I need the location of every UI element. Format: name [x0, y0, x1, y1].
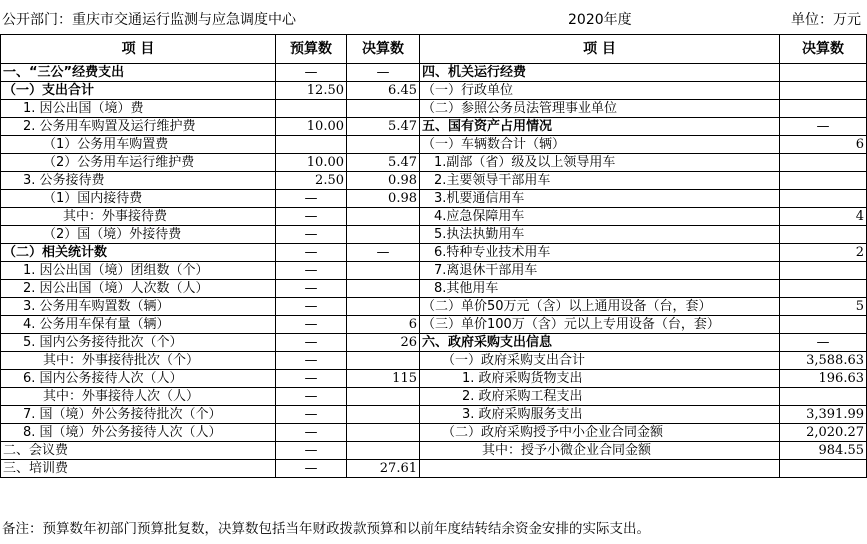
final-left-cell: —: [347, 244, 420, 262]
final-right-cell: [780, 100, 867, 118]
table-row: [1, 280, 867, 298]
final-right-cell: [780, 388, 867, 406]
table-row: [1, 352, 867, 370]
right-item-cell: （三）单价100万（含）元以上专用设备（台，套）: [420, 316, 780, 334]
final-right-cell: 2,020.27: [780, 424, 867, 442]
right-item-cell: 2.主要领导干部用车: [420, 172, 780, 190]
final-right-cell: [780, 280, 867, 298]
left-item-cell: 8. 国（境）外公务接待人次（人）: [1, 424, 276, 442]
final-right-cell: 4: [780, 208, 867, 226]
right-item-cell: 6.特种专业技术用车: [420, 244, 780, 262]
table-row: [1, 172, 867, 190]
final-right-cell: [780, 172, 867, 190]
left-item-cell: 3. 公务接待费: [1, 172, 276, 190]
report-header: [0, 0, 867, 34]
table-row: [1, 334, 867, 352]
right-item-cell: 8.其他用车: [420, 280, 780, 298]
budget-cell: —: [276, 244, 347, 262]
table-row: [1, 64, 867, 82]
final-left-cell: [347, 100, 420, 118]
budget-cell: —: [276, 424, 347, 442]
budget-cell: —: [276, 226, 347, 244]
right-item-cell: （一）政府采购支出合计: [420, 352, 780, 370]
left-item-cell: 1. 因公出国（境）费: [1, 100, 276, 118]
final-right-cell: [780, 262, 867, 280]
final-right-cell: 5: [780, 298, 867, 316]
final-left-cell: [347, 136, 420, 154]
left-item-cell: 3. 公务用车购置数（辆）: [1, 298, 276, 316]
budget-cell: 10.00: [276, 154, 347, 172]
table-row: [1, 262, 867, 280]
left-item-cell: 4. 公务用车保有量（辆）: [1, 316, 276, 334]
final-right-cell: [780, 154, 867, 172]
final-right-cell: —: [780, 334, 867, 352]
left-item-cell: 一、“三公”经费支出: [1, 64, 276, 82]
budget-cell: —: [276, 190, 347, 208]
left-item-cell: 5. 国内公务接待批次（个）: [1, 334, 276, 352]
final-right-cell: [780, 226, 867, 244]
final-left-cell: [347, 208, 420, 226]
final-right-cell: [780, 460, 867, 478]
right-item-cell: （一）车辆数合计（辆）: [420, 136, 780, 154]
final-left-cell: 6.45: [347, 82, 420, 100]
left-item-cell: （二）相关统计数: [1, 244, 276, 262]
unit-label: 单位：万元: [791, 12, 861, 28]
right-item-cell: 四、机关运行经费: [420, 64, 780, 82]
table-row: [1, 226, 867, 244]
left-item-cell: 6. 国内公务接待人次（人）: [1, 370, 276, 388]
left-item-cell: 其中：外事接待费: [1, 208, 276, 226]
final-right-cell: 984.55: [780, 442, 867, 460]
final-left-cell: 6: [347, 316, 420, 334]
left-item-cell: 二、会议费: [1, 442, 276, 460]
right-item-cell: 3. 政府采购服务支出: [420, 406, 780, 424]
left-item-cell: （1）公务用车购置费: [1, 136, 276, 154]
col-header-item-right: 项 目: [420, 35, 780, 64]
table-row: [1, 136, 867, 154]
col-header-item-left: 项 目: [1, 35, 276, 64]
budget-cell: —: [276, 280, 347, 298]
table-row: [1, 118, 867, 136]
expenditure-table: [0, 34, 867, 478]
final-left-cell: [347, 226, 420, 244]
final-left-cell: [347, 424, 420, 442]
budget-cell: 2.50: [276, 172, 347, 190]
final-left-cell: [347, 352, 420, 370]
table-row: [1, 154, 867, 172]
budget-cell: —: [276, 406, 347, 424]
table-row: [1, 190, 867, 208]
final-right-cell: [780, 64, 867, 82]
left-item-cell: 7. 国（境）外公务接待批次（个）: [1, 406, 276, 424]
col-header-final-right: 决算数: [780, 35, 867, 64]
budget-cell: 12.50: [276, 82, 347, 100]
right-item-cell: 1.副部（省）级及以上领导用车: [420, 154, 780, 172]
left-item-cell: 2. 公务用车购置及运行维护费: [1, 118, 276, 136]
left-item-cell: 其中：外事接待批次（个）: [1, 352, 276, 370]
left-item-cell: （2）国（境）外接待费: [1, 226, 276, 244]
footnote: 备注：预算数年初部门预算批复数，决算数包括当年财政拨款预算和以前年度结转结余资金安排的实际支出。: [2, 521, 650, 537]
right-item-cell: 六、政府采购支出信息: [420, 334, 780, 352]
left-item-cell: 1. 因公出国（境）团组数（个）: [1, 262, 276, 280]
table-row: [1, 370, 867, 388]
right-item-cell: （二）政府采购授予中小企业合同金额: [420, 424, 780, 442]
right-item-cell: 4.应急保障用车: [420, 208, 780, 226]
right-item-cell: 7.离退休干部用车: [420, 262, 780, 280]
final-left-cell: [347, 442, 420, 460]
table-body: [1, 35, 867, 478]
left-item-cell: 其中：外事接待人次（人）: [1, 388, 276, 406]
right-item-cell: （一）行政单位: [420, 82, 780, 100]
budget-cell: —: [276, 64, 347, 82]
left-item-cell: 2. 因公出国（境）人次数（人）: [1, 280, 276, 298]
final-left-cell: 0.98: [347, 172, 420, 190]
right-item-cell: 3.机要通信用车: [420, 190, 780, 208]
table-row: [1, 442, 867, 460]
table-row: [1, 298, 867, 316]
left-item-cell: （一）支出合计: [1, 82, 276, 100]
left-item-cell: 三、培训费: [1, 460, 276, 478]
final-left-cell: [347, 406, 420, 424]
budget-cell: —: [276, 298, 347, 316]
table-row: [1, 244, 867, 262]
final-right-cell: [780, 82, 867, 100]
final-right-cell: 3,391.99: [780, 406, 867, 424]
table-row: [1, 82, 867, 100]
right-item-cell: 5.执法执勤用车: [420, 226, 780, 244]
budget-cell: 10.00: [276, 118, 347, 136]
table-row: [1, 316, 867, 334]
right-item-cell: （二）参照公务员法管理事业单位: [420, 100, 780, 118]
final-left-cell: [347, 262, 420, 280]
table-row: [1, 388, 867, 406]
final-left-cell: [347, 388, 420, 406]
right-item-cell: 其中：授予小微企业合同金额: [420, 442, 780, 460]
table-row: [1, 208, 867, 226]
table-row: [1, 406, 867, 424]
year-label: 2020年度: [568, 12, 632, 28]
right-item-cell: 1. 政府采购货物支出: [420, 370, 780, 388]
col-header-final-left: 决算数: [347, 35, 420, 64]
budget-cell: —: [276, 316, 347, 334]
budget-cell: —: [276, 370, 347, 388]
final-right-cell: 6: [780, 136, 867, 154]
budget-cell: —: [276, 460, 347, 478]
final-left-cell: 5.47: [347, 118, 420, 136]
final-right-cell: 3,588.63: [780, 352, 867, 370]
right-item-cell: 五、国有资产占用情况: [420, 118, 780, 136]
left-item-cell: （2）公务用车运行维护费: [1, 154, 276, 172]
final-left-cell: 27.61: [347, 460, 420, 478]
budget-cell: —: [276, 352, 347, 370]
budget-cell: —: [276, 388, 347, 406]
col-header-budget: 预算数: [276, 35, 347, 64]
right-item-cell: （二）单价50万元（含）以上通用设备（台，套）: [420, 298, 780, 316]
right-item-cell: [420, 460, 780, 478]
budget-cell: [276, 136, 347, 154]
table-row: [1, 100, 867, 118]
budget-cell: —: [276, 442, 347, 460]
department-label: 公开部门：重庆市交通运行监测与应急调度中心: [2, 12, 296, 28]
budget-cell: [276, 100, 347, 118]
final-left-cell: —: [347, 64, 420, 82]
table-row: [1, 460, 867, 478]
budget-cell: —: [276, 334, 347, 352]
final-left-cell: [347, 280, 420, 298]
budget-cell: —: [276, 262, 347, 280]
final-right-cell: [780, 190, 867, 208]
final-left-cell: 5.47: [347, 154, 420, 172]
left-item-cell: （1）国内接待费: [1, 190, 276, 208]
table-header-row: [1, 35, 867, 64]
budget-cell: —: [276, 208, 347, 226]
right-item-cell: 2. 政府采购工程支出: [420, 388, 780, 406]
final-left-cell: [347, 298, 420, 316]
final-right-cell: [780, 316, 867, 334]
final-left-cell: 0.98: [347, 190, 420, 208]
final-left-cell: 26: [347, 334, 420, 352]
final-right-cell: 2: [780, 244, 867, 262]
final-right-cell: —: [780, 118, 867, 136]
final-right-cell: 196.63: [780, 370, 867, 388]
final-left-cell: 115: [347, 370, 420, 388]
table-row: [1, 424, 867, 442]
